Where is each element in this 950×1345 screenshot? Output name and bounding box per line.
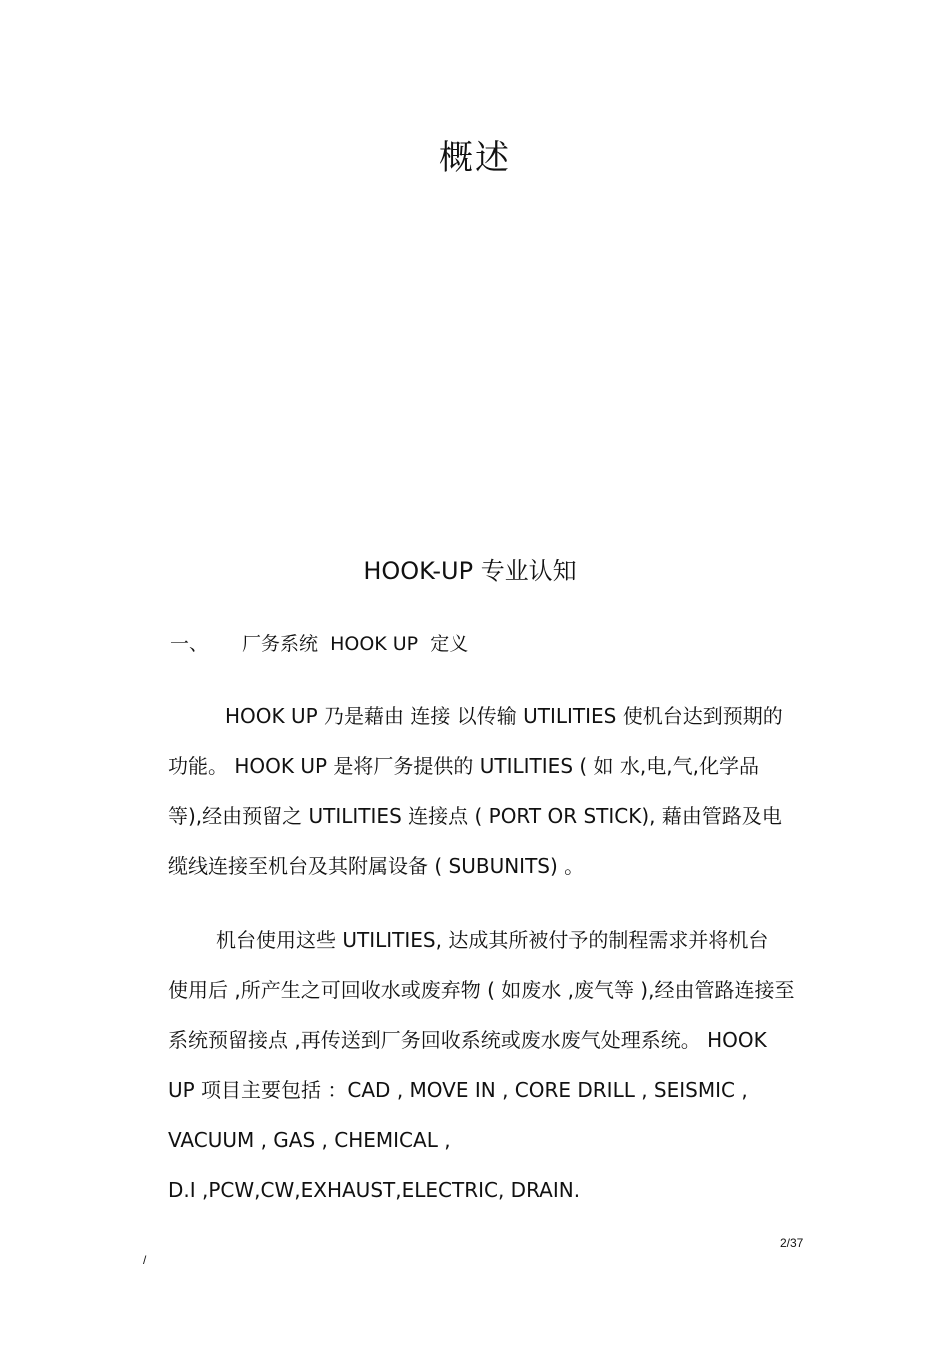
paragraph-line: 功能。 HOOK UP 是将厂务提供的 UTILITIES ( 如 水,电,气,化学品 — [168, 754, 759, 778]
section-heading — [170, 629, 468, 656]
section-title: HOOK-UP 专业认知 — [363, 557, 577, 585]
footer-mark: / — [143, 1253, 147, 1267]
page-number: 2/37 — [780, 1236, 804, 1250]
paragraph-line: 缆线连接至机台及其附属设备 ( SUBUNITS) 。 — [168, 854, 585, 878]
section-number: 一、 — [170, 633, 209, 655]
paragraph-line: 使用后 ,所产生之可回收水或废弃物 ( 如废水 ,废气等 ),经由管路连接至 — [168, 978, 795, 1002]
paragraph-line: 机台使用这些 UTILITIES, 达成其所被付予的制程需求并将机台 — [216, 928, 769, 952]
paragraph-line: 系统预留接点 ,再传送到厂务回收系统或废水废气处理系统。 HOOK — [168, 1028, 767, 1052]
section-heading-text: 厂务系统 HOOK UP 定义 — [242, 633, 469, 655]
paragraph-definition — [168, 691, 885, 891]
paragraph-line: D.I ,PCW,CW,EXHAUST,ELECTRIC, DRAIN. — [168, 1178, 581, 1202]
paragraph-line: VACUUM , GAS , CHEMICAL , — [168, 1128, 451, 1152]
page-title: 概述 — [439, 138, 511, 178]
paragraph-scope — [168, 915, 885, 1215]
paragraph-line: 等),经由预留之 UTILITIES 连接点 ( PORT OR STICK), 藉由管路及电 — [168, 804, 782, 828]
paragraph-line: HOOK UP 乃是藉由 连接 以传输 UTILITIES 使机台达到预期的 — [225, 704, 783, 728]
paragraph-line: UP 项目主要包括 ：CAD , MOVE IN , CORE DRILL , SEISMIC , — [168, 1078, 748, 1102]
